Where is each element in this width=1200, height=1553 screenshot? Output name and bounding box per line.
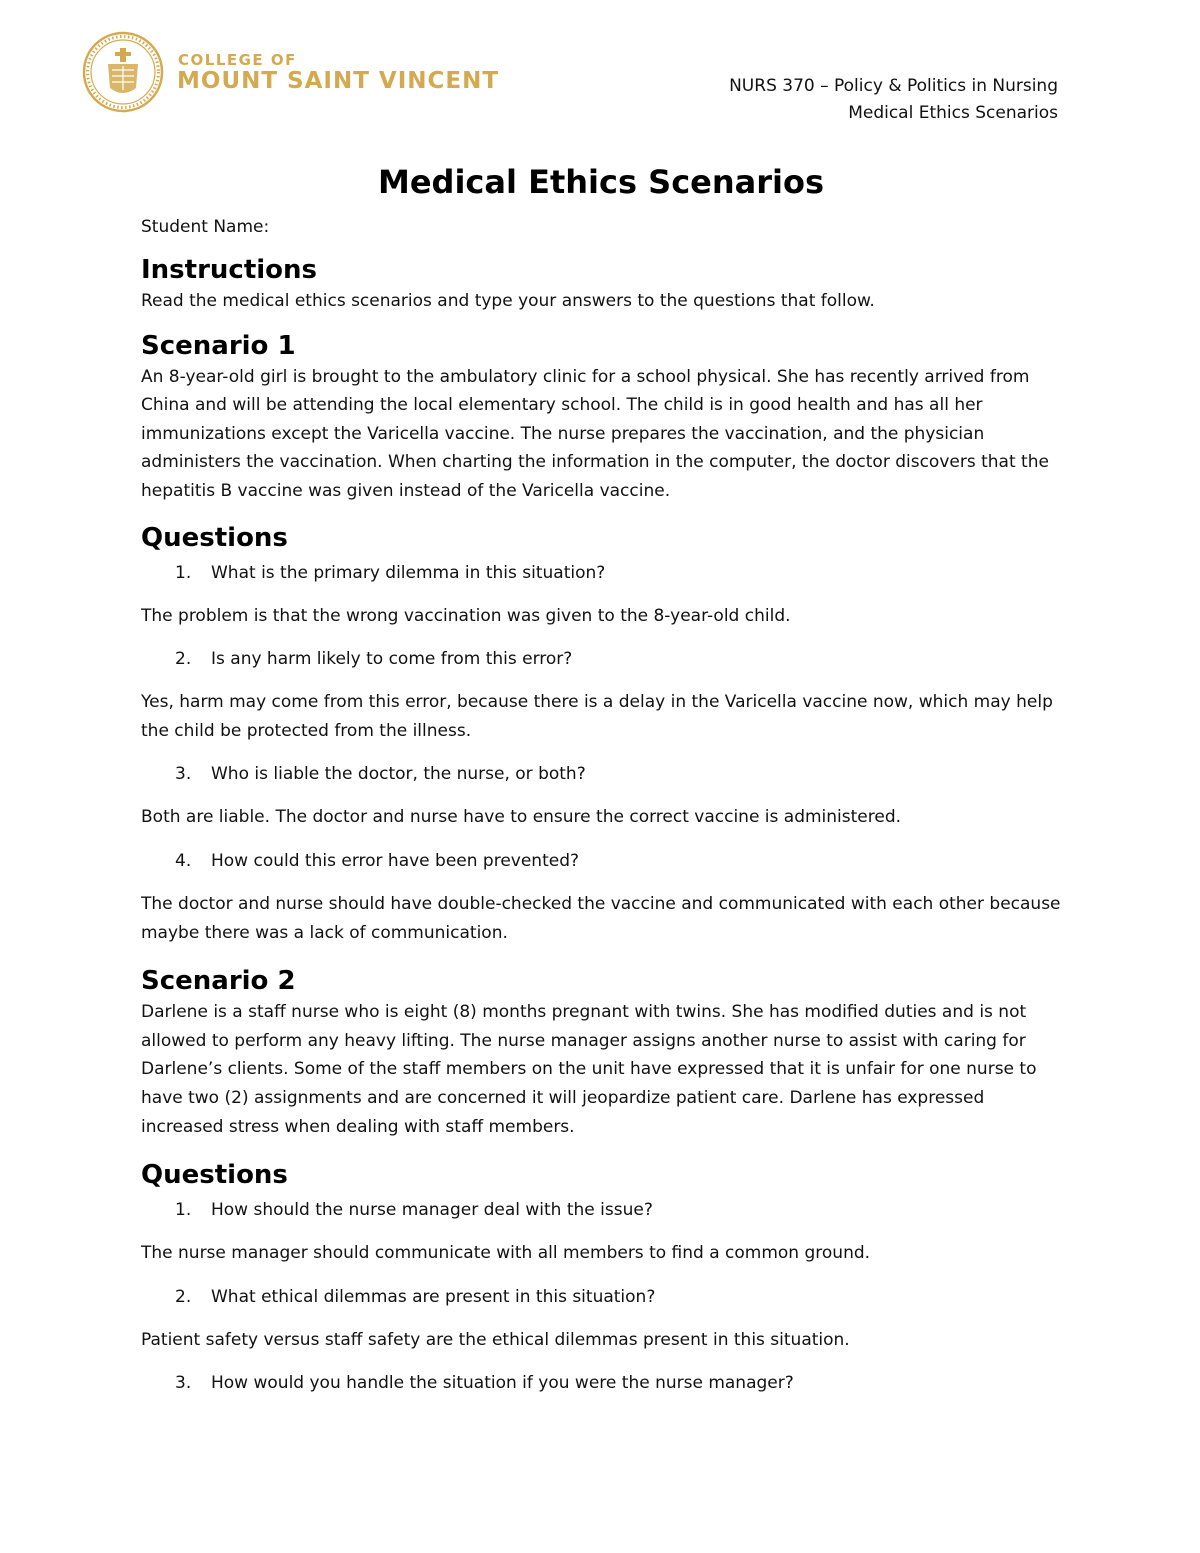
question-item xyxy=(141,1369,1061,1397)
question-item xyxy=(141,760,1061,788)
question-item xyxy=(141,645,1061,673)
question-number: 2. xyxy=(175,649,192,670)
question-number: 1. xyxy=(175,1200,192,1221)
answer-text: Yes, harm may come from this error, because there is a delay in the Varicella vaccine now, which may help the child be protected from the illness. xyxy=(141,692,1053,741)
question-item xyxy=(141,1196,1061,1224)
question-item xyxy=(141,559,1061,587)
student-name-label: Student Name: xyxy=(141,217,270,237)
course-name: NURS 370 – Policy & Politics in Nursing xyxy=(729,76,1058,96)
scenario-2-text: Darlene is a staff nurse who is eight (8) months pregnant with twins. She has modified duties and is not allowed to perform any heavy lifting. The nurse manager assigns another nurse to assist with caring for Darlene’s clients. Some of the staff members on the unit have expressed that it is unfair for one nurse to have two (2) assignments and are concerned it will jeopardize patient care. Darlene has expressed increased stress when dealing with staff members. xyxy=(141,1002,1037,1137)
question-number: 1. xyxy=(175,562,192,583)
question-text: How could this error have been prevented? xyxy=(211,850,580,871)
header-subtitle: Medical Ethics Scenarios xyxy=(848,103,1058,123)
scenario-2-heading: Scenario 2 xyxy=(141,966,296,997)
logo-text-college-of: COLLEGE OF xyxy=(178,51,297,69)
instructions-text: Read the medical ethics scenarios and type your answers to the questions that follow. xyxy=(141,291,875,311)
answer-text: The nurse manager should communicate with all members to find a common ground. xyxy=(141,1243,871,1264)
logo-text-mount-saint-vincent: MOUNT SAINT VINCENT xyxy=(177,68,500,94)
question-item xyxy=(141,847,1061,875)
answer-text: The doctor and nurse should have double-checked the vaccine and communicated with each other because maybe there was a lack of communication. xyxy=(141,893,1061,943)
scenario-2-questions-heading: Questions xyxy=(141,1160,288,1191)
question-text: What ethical dilemmas are present in this situation? xyxy=(211,1286,656,1307)
question-text: What is the primary dilemma in this situation? xyxy=(211,562,606,583)
question-number: 2. xyxy=(175,1286,192,1307)
question-number: 3. xyxy=(175,1373,192,1394)
college-seal-icon xyxy=(82,30,164,114)
answer-text: Both are liable. The doctor and nurse have to ensure the correct vaccine is administered. xyxy=(141,807,902,828)
instructions-heading: Instructions xyxy=(141,255,318,285)
question-text: How should the nurse manager deal with the issue? xyxy=(211,1200,653,1221)
page-header xyxy=(729,73,1058,127)
page-title: Medical Ethics Scenarios xyxy=(377,163,825,201)
question-text: How would you handle the situation if you were the nurse manager? xyxy=(211,1373,794,1394)
scenario-1-questions-heading: Questions xyxy=(141,522,288,553)
college-logo xyxy=(82,30,502,116)
question-number: 3. xyxy=(175,764,192,785)
scenario-1-heading: Scenario 1 xyxy=(141,330,296,361)
question-item xyxy=(141,1283,1061,1311)
question-text: Who is liable the doctor, the nurse, or both? xyxy=(211,764,586,785)
question-text: Is any harm likely to come from this error? xyxy=(211,649,573,670)
document-body xyxy=(141,160,1061,1397)
answer-text: Patient safety versus staff safety are the ethical dilemmas present in this situation. xyxy=(141,1329,850,1350)
scenario-1-text: An 8-year-old girl is brought to the ambulatory clinic for a school physical. She has recently arrived from China and will be attending the local elementary school. The child is in good health and has all her immunizations except the Varicella vaccine. The nurse prepares the vaccination, and the physician administers the vaccination. When charting the information in the computer, the doctor discovers that the hepatitis B vaccine was given instead of the Varicella vaccine. xyxy=(141,366,1049,501)
answer-text: The problem is that the wrong vaccination was given to the 8-year-old child. xyxy=(141,605,791,626)
question-number: 4. xyxy=(175,850,192,871)
